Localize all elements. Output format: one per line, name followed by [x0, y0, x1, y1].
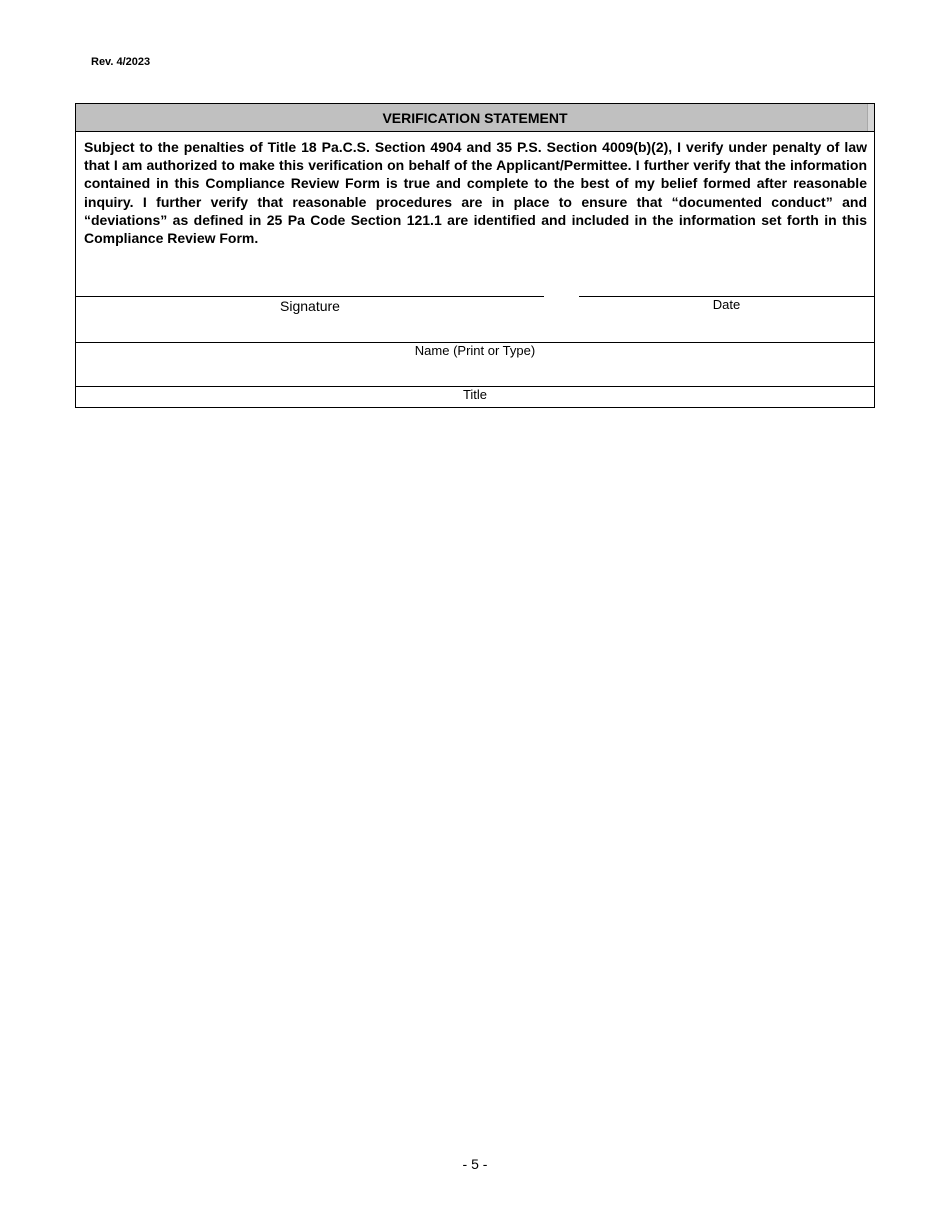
- date-label: Date: [712, 297, 741, 312]
- section-header: [76, 104, 874, 132]
- signature-field[interactable]: [76, 296, 544, 297]
- page-number: - 5 -: [462, 1156, 488, 1172]
- section-title: VERIFICATION STATEMENT: [382, 110, 568, 126]
- signature-label: Signature: [280, 298, 340, 314]
- verification-statement-text: Subject to the penalties of Title 18 Pa.C.S. Section 4904 and 35 P.S. Section 4009(b)(2), I verify under penalty of law that I am authorized to make this verification on behalf of the Applicant/Permittee. I further verify that the information contained in this Compliance Review Form is true and complete to the best of my belief formed after reasonable inquiry. I further verify that reasonable procedures are in place to ensure that “documented conduct” and “deviations” as defined in 25 Pa Code Section 121.1 are identified and included in the information set forth in this Compliance Review Form.: [84, 139, 867, 247]
- verification-statement-form: [75, 103, 875, 408]
- revision-label: Rev. 4/2023: [91, 56, 151, 68]
- name-label: Name (Print or Type): [414, 343, 536, 358]
- title-label: Title: [462, 387, 488, 402]
